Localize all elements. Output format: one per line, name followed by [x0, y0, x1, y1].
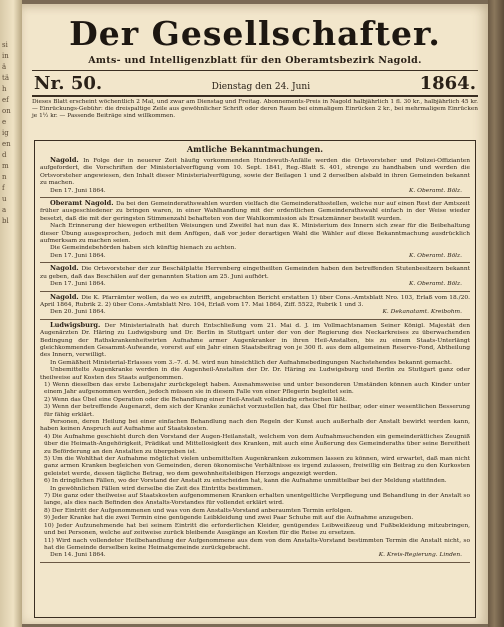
announcement-text: Nach Erinnerung der hiewegen ertheilten Weisungen und Zweifel hat nun das K. Ministerium des Innern sich zwar für die Beibehaltung dieser Übung ausgesprochen, jedoch mit dem Anfügen, daß vor jeder derartigen Wahl die Wähler auf diese Bekanntmachung ausdrücklich aufmerksam zu machen seien.	[40, 223, 470, 245]
announcement-text: 4) Die Aufnahme geschieht durch den Vorstand der Augen-Heilanstalt, welchem von dem Aufnahmsuchenden ein gemeinderätliches Zeugniß über die Heimath-Angehörigkeit, Prädikat und Mittellosigkeit des Kranken, mit auch eine Äußerung des Gemeinderaths über seine Bereitheit zu Beförderung an den Anstalten zu übergeben ist.	[44, 433, 470, 455]
announcement-list-item	[40, 434, 470, 456]
announcement-list-item	[40, 478, 470, 485]
announcement-place: Oberamt Nagold.	[50, 199, 117, 208]
adjacent-page-spine	[0, 0, 22, 627]
issue-date: Dienstag den 24. Juni	[211, 82, 311, 92]
announcement-paragraph	[40, 223, 470, 245]
announcement-paragraph	[40, 419, 470, 434]
announcement-separator	[40, 562, 470, 563]
announcement-list-item	[40, 456, 470, 478]
announcement-place: Nagold.	[50, 156, 84, 164]
announcement-date: Den 20. Juni 1864.	[50, 309, 106, 316]
announcement-place: Nagold.	[50, 264, 82, 273]
announcement-text: Der Ministerialrath hat durch Entschließung vom 21. Mai d. J. im Vollmachtsnamen Seiner Königl. Majestät den Augenärzten Dr. Häring zu Ludwigsburg und Dr. Berlin in Stuttgart unter der von der Regierung des Neckarkreises zu überwachenden Bedingung der Rathskrankenheitwirten Aufnahme armer Augenkranker in ihren Heil-Anstalten, bis zu einem Staats-Unterlängt gleichkommenden Gesammt-Aufwande, vorerst auf ein Jahr einen Staatsbeitrag von je 300 fl. aus dem allgemeinen Reserve-Fond, Abtheilung des Innern, verwilligt.	[40, 322, 471, 359]
announcement-text: Da bei den Gemeinderathswahlen wurden vielfach die Gemeinderathsstellen, welche nur auf einen Rest der Amtszeit früher ausgeschiedener zu bringen waren, in einer Wahlhandlung mit der ordentlichen Gemeinderathswahl einfach in der Weise wieder besetzt, daß die mit der geringsten Stimmenzahl behafteten von der Wahlkommission als Ersatzmänner bestellt wurden.	[40, 201, 470, 222]
announcement-separator	[40, 291, 470, 292]
issue-header	[34, 73, 476, 94]
masthead-rule	[32, 70, 478, 71]
announcement-separator	[40, 262, 470, 263]
announcement-date: Den 17. Juni 1864.	[50, 252, 106, 259]
announcement-text: 11) Wird nach vollendeter Heilbehandlung der Aufgenommene aus dem von dem Anstalts-Vorstand bestimmten Termin die Anstalt nicht, so hat die Gemeinde derselben keine Heimatgemeinde zurückgebracht.	[44, 537, 470, 551]
announcement-text: In Folge der in neuerer Zeit häufig vorkommenden Hundswuth-Anfälle werden die Ortsvorsteher und Polizei-Offizianten aufgefordert, die Vorschriften der Ministerialverfügung vom 10. Sept. 1841, Reg.-Blatt S. 401, strenge zu handhaben und werden die Ortsvorsteher angewiesen, den Inhalt dieser Ministerialverfügung, sowie der Beilagen 1 und 2 derselben alsbald in ihren Gemeinden bekannt zu machen.	[40, 158, 470, 187]
announcement-signature: K. Oberamt. Bölz.	[409, 187, 462, 194]
announcement-signature: K. Kreis-Regierung. Linden.	[378, 552, 462, 559]
announcement-text: Die K. Pfarrämter wollen, da wo es zutrifft, angebrachten Bericht erstatten 1) über Cons.-Amtsblatt Nro. 103, Erlaß vom 18./20. April 1864, Rubrik 2. 2) über Cons.-Amtsblatt Nro. 104, Erlaß vom 17. Mai 1864, Ziff. 5522, Rubrik 1 und 3.	[40, 294, 470, 308]
announcement-paragraph	[40, 360, 470, 367]
masthead-title: Der Gesellschafter.	[69, 14, 441, 53]
announcement-text: Unbemittelte Augenkranke werden in die Augenheil-Anstalten der Dr. Dr. Häring zu Ludwigsburg und Berlin zu Stuttgart ganz oder theilweise auf Kosten des Staats aufgenommen.	[40, 367, 470, 381]
announcement-text: 5) Um die Wohlthat der Aufnahme möglichst vielen unbemittelten Augenkranken zukommen lassen zu können, wird erwartet, daß man nicht ganz armen Kranken begleichen von Gemeinden, deren ökonomische Verhältnisse es irgend zulassen, freiwillig ein Beitrag zu den Kurkosten geleistet werde, dessen tägliche Betrag, wo dem gewohnheitsleibigen Herzogs angezeigt werden.	[44, 456, 470, 477]
announcement-paragraph	[40, 367, 470, 382]
newspaper-page	[22, 4, 488, 624]
announcement-paragraph	[40, 294, 470, 310]
announcement-paragraph	[40, 200, 470, 223]
announcement-dateline	[40, 309, 470, 316]
announcement-dateline	[40, 253, 470, 260]
announcement-separator	[40, 197, 470, 198]
announcement-paragraph	[40, 245, 470, 252]
announcements-frame	[34, 140, 476, 618]
announcement-text: 8) Der Eintritt der Aufgenommenen und was von dem Anstalts-Vorstand anberaumten Termin erfolgen.	[44, 507, 353, 514]
announcement-dateline	[40, 188, 470, 195]
book-edge	[488, 0, 504, 627]
announcement-text: 6) In dringlichen Fällen, wo der Vorstand der Anstalt zu entscheiden hat, kann die Aufnahme unmittelbar bei der Meldung stattfinden.	[44, 478, 447, 485]
announcement-list-item	[40, 493, 470, 508]
announcement-signature: K. Oberamt. Bölz.	[409, 252, 462, 259]
announcement-text: 9) Jeder Kranke hat die zwei Termin eine genügende Leibkleidung und zwei Paar Schuhe mit auf die Aufnahme anzugeben.	[44, 515, 414, 522]
announcement-list-item	[40, 382, 470, 397]
announcement-text: Personen, deren Heilung bei einer einfachen Behandlung nach den Regeln der Kunst auch außerhalb der Anstalt bewirkt werden kann, haben keinen Anspruch auf Aufnahme auf Staatskosten.	[40, 419, 470, 433]
announcement-text: In gewöhnlichen Fällen wird derselbe die Zeit des Eintritts bestimmen.	[50, 485, 263, 492]
issue-number: Nr. 50.	[34, 73, 103, 94]
announcement-date: Den 14. Juni 1864.	[50, 552, 106, 559]
announcement-list-item	[40, 538, 470, 553]
announcement-signature: K. Oberamt. Bölz.	[409, 281, 462, 288]
announcement-text: 7) Die ganz oder theilweise auf Staatskosten aufgenommenen Kranken erhalten unentgeltliche Verpflegung und Behandlung in der Anstalt so lange, als dies nach Befinden des Anstalts-Vorstandes für vollendet erklärt wird.	[44, 493, 470, 507]
announcement-date: Den 17. Juni 1864.	[50, 281, 106, 288]
announcement-text: 3) Wenn der betreffende Augenarzt, dem sich der Kranke zunächst vorzustellen hat, das Übel für heilbar, oder einer wesentlichen Besserung für fähig erklärt.	[44, 404, 470, 418]
subscription-notice: Dieses Blatt erscheint wöchentlich 2 Mal, und zwar am Dienstag und Freitag. Abonnements-Preis in Nagold halbjährlich 1 fl. 30 kr., halbjährlich 45 kr. — Einrückungs-Gebühr: die dreispaltige Zeile aus gewöhnlicher Schrift oder deren Raum bei einmaligem Einrücken 2 kr., bei mehrmaligem Einrücken je 1½ kr. — Passende Beiträge sind willkommen.	[32, 99, 478, 119]
announcement-paragraph	[40, 265, 470, 281]
announcement-text: 10) Jeder Aufzunehmende hat bei seinem Eintritt die erforderlichen Kleider, genügendes Leibweißzeug und Fußbekleidung mitzubringen, und bei Personen, welche auf zeitweise zurück bleibende Ausgänge an Kosten für die Reise zu ersetzen.	[44, 522, 470, 537]
announcement-place: Nagold.	[50, 292, 82, 301]
announcement-text: Die Gemeindebehörden haben sich künftig hienach zu achten.	[50, 245, 237, 252]
issue-rule	[32, 95, 478, 97]
announcement-text: In Gemäßheit Ministerial-Erlasses vom 3.–7. d. M. wird nun hinsichtlich der Aufnahmebedingungen Nachstehendes bekannt gemacht.	[50, 359, 453, 366]
adjacent-page-text: si in ä tä h ef on e ig en d m n f u a bl	[2, 41, 11, 225]
announcement-date: Den 17. Juni 1864.	[50, 187, 106, 194]
issue-year: 1864.	[419, 73, 476, 94]
announcement-signature: K. Dekanatamt. Kreibohm.	[382, 309, 462, 316]
announcement-text: 1) Wenn dieselben das erste Lebensjahr zurückgelegt haben. Ausnahmsweise und unter besonderen Umständen können auch Kinder unter einem Jahr aufgenommen werden, jedoch müssen sie in diesem Falle von einer Pflegerin begleitet sein.	[44, 381, 470, 396]
announcement-list-item	[40, 523, 470, 538]
announcement-paragraph	[40, 322, 470, 360]
announcement-place: Ludwigsburg.	[50, 320, 105, 329]
announcement-dateline	[40, 552, 470, 559]
announcement-list-item	[40, 404, 470, 419]
announcement-separator	[40, 319, 470, 320]
announcement-paragraph	[40, 486, 470, 493]
announcement-text: Die Ortsvorsteher der zur Beschälplatte Herrenberg eingetheilten Gemeinden haben den betreffenden Stutenbesitzern bekannt zu geben, daß das Beschälen auf der genannten Station am 25. Juni aufhört.	[40, 266, 470, 280]
section-title: Amtliche Bekanntmachungen.	[186, 144, 324, 154]
announcements-list	[40, 157, 470, 563]
announcement-list-item	[40, 515, 470, 522]
announcement-paragraph	[40, 157, 470, 188]
announcement-text: 2) Wenn das Übel eine Operation oder die Behandlung einer Heil-Anstalt vollständig erheischen läßt.	[44, 396, 348, 403]
announcement-dateline	[40, 281, 470, 288]
masthead-subtitle: Amts- und Intelligenzblatt für den Oberamtsbezirk Nagold.	[88, 55, 422, 66]
